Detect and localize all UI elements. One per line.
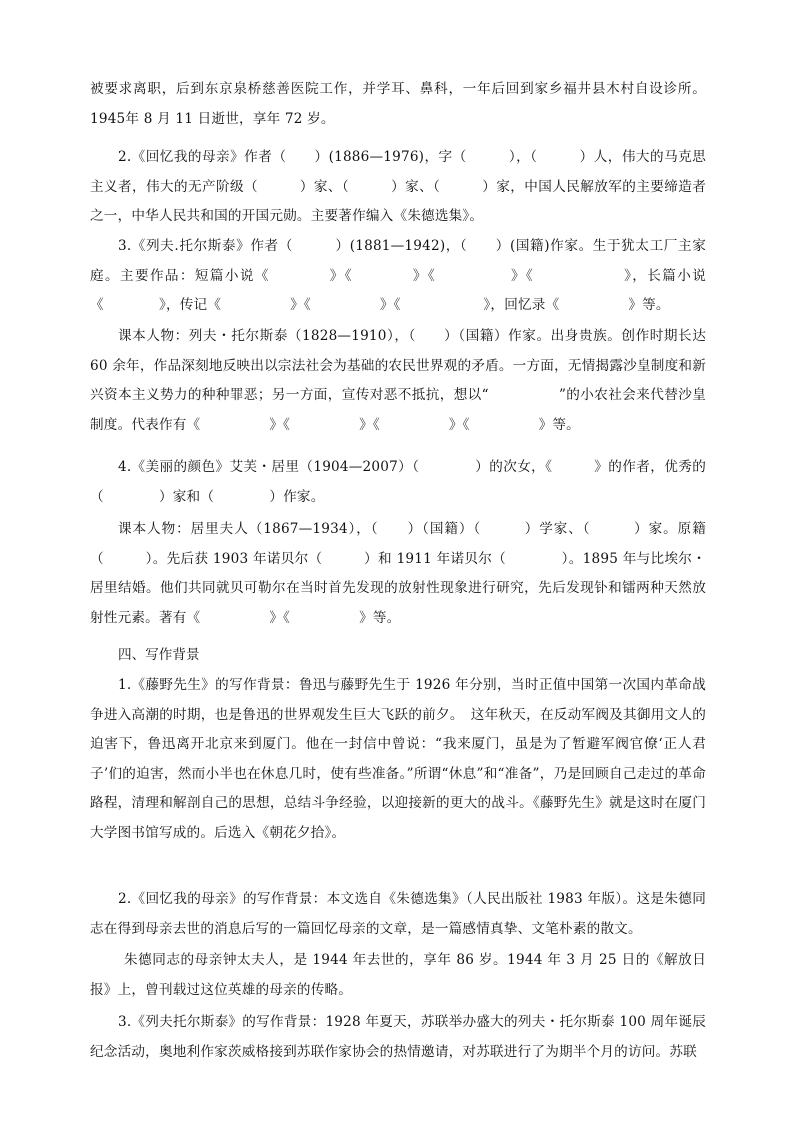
paragraph-zweig-author: 3.《列夫.托尔斯泰》作者（ ）(1881—1942)，（ ）(国籍)作家。生于犹太工厂主家庭。主要作品：短篇小说《 》《 》《 》《 》，长篇小说《 》，传记《 》《 》《 》，回忆录《 》等。 [90, 238, 706, 313]
paragraph-tolstoy-background: 3.《列夫托尔斯泰》的写作背景：1928 年夏天，苏联举办盛大的列夫・托尔斯泰 100 周年诞辰纪念活动，奥地利作家茨威格接到苏联作家协会的热情邀请，对苏联进行了为期半个月的访问。苏联 [90, 1014, 706, 1060]
paragraph-fujino-biography-end: 被要求离职，后到东京泉桥慈善医院工作，并学耳、鼻科，一年后回到家乡福井县木村自设诊所。1945年 8 月 11 日逝世，享年 72 岁。 [90, 81, 706, 127]
paragraph-mother-background: 2.《回忆我的母亲》的写作背景：本文选自《朱德选集》（人民出版社 1983 年版）。这是朱德同志在得到母亲去世的消息后写的一篇回忆母亲的文章，是一篇感情真挚、文笔朴素的散文。 [90, 891, 706, 937]
paragraph-zhu-de-author: 2.《回忆我的母亲》作者（ ）(1886—1976)，字（ ），（ ）人，伟大的马克思主义者，伟大的无产阶级（ ）家、（ ）家、（ ）家，中国人民解放军的主要缔造者之一，中华人民共和国的开国元勋。主要著作编入《朱德选集》。 [90, 149, 706, 224]
paragraph-fujino-background: 1.《藤野先生》的写作背景：鲁迅与藤野先生于 1926 年分别，当时正值中国第一次国内革命战争进入高潮的时期，也是鲁迅的世界观发生巨大飞跃的前夕。 这年秋天，在反动军阀及其御用文人的迫害下，鲁迅离开北京来到厦门。他在一封信中曾说：“我来厦门，虽是为了暂避军阀官僚‘正人君子’们的迫害，然而小半也在休息几时，使有些准备。”所谓“休息”和“准备”，乃是回顾自己走过的革命路程，清理和解剖自己的思想，总结斗争经验，以迎接新的更大的战斗。《藤野先生》就是这时在厦门大学图书馆写成的。后选入《朝花夕拾》。 [90, 677, 706, 841]
paragraph-zhu-de-mother: 朱德同志的母亲钟太夫人，是 1944 年去世的，享年 86 岁。1944 年 3 月 25 日的《解放日报》上，曾刊载过这位英雄的母亲的传略。 [90, 952, 706, 998]
section-heading-writing-background: 四、写作背景 [118, 647, 200, 663]
paragraph-tolstoy-character: 课本人物：列夫・托尔斯泰（1828—1910），（ ）（国籍）作家。出身贵族。创作时期长达 60 余年，作品深刻地反映出以宗法社会为基础的农民世界观的矛盾。一方面，无情揭露沙皇制度和新兴资本主义势力的种种罪恶；另一方面，宣传对恶不抵抗，想以“ ”的小农社会来代替沙皇制度。代表作有《 》《 》《 》《 》等。 [90, 328, 711, 433]
paragraph-marie-curie-character: 课本人物：居里夫人（1867—1934），（ ）（国籍）（ ）学家、（ ）家。原籍（ ）。先后获 1903 年诺贝尔（ ）和 1911 年诺贝尔（ ）。1895 年与比埃尔・居里结婚。他们共同就贝可勒尔在当时首先发现的放射性现象进行研究，先后发现钋和镭两种天然放射性元素。著有《 》《 》等。 [90, 521, 706, 626]
paragraph-eve-curie-author: 4.《美丽的颜色》艾芙・居里（1904—2007）（ ）的次女，《 》的作者，优秀的（ ）家和（ ）作家。 [90, 459, 706, 505]
